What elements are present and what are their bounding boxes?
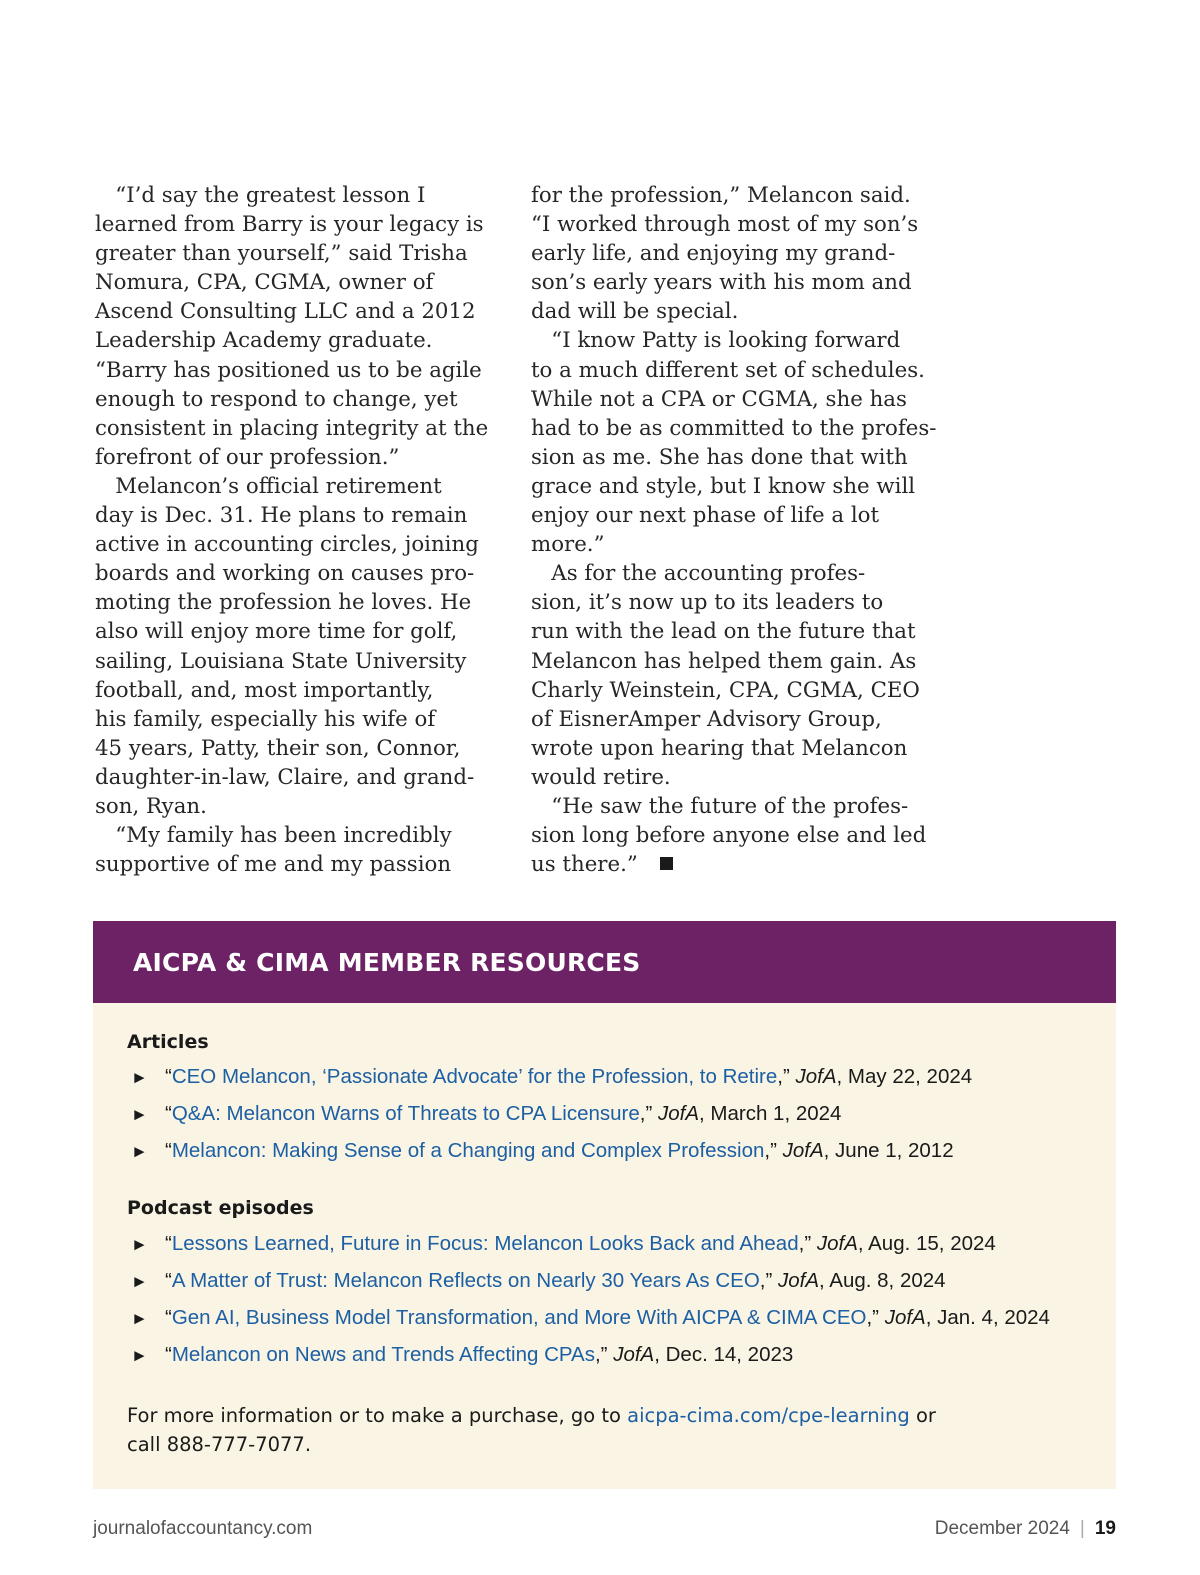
article-line: dad will be special. (531, 299, 739, 325)
footer-site: journalofaccountancy.com (93, 1518, 313, 1539)
article-line: Leadership Academy graduate. (95, 328, 433, 354)
publication-name: JofA (884, 1306, 926, 1329)
article-line: enjoy our next phase of life a lot (531, 503, 880, 529)
open-quote: “ (165, 1343, 172, 1366)
article-line: “He saw the future of the profes- (531, 793, 909, 819)
resources-title: AICPA & CIMA MEMBER RESOURCES (133, 948, 641, 977)
publication-name: JofA (782, 1139, 824, 1162)
article-line: grace and style, but I know she will (531, 473, 916, 499)
bullet-arrow-icon: ► (131, 1272, 148, 1291)
podcasts-heading: Podcast episodes (127, 1197, 314, 1219)
resources-header (93, 921, 1116, 1003)
publication-name: JofA (816, 1232, 858, 1255)
article-line: As for the accounting profes- (531, 561, 866, 587)
article-line: supportive of me and my passion (95, 852, 452, 878)
footer-separator: | (1079, 1518, 1085, 1539)
footer-page-info (935, 1518, 1116, 1540)
article-line: moting the profession he loves. He (95, 590, 472, 616)
member-resources-box (93, 921, 1116, 1489)
close-quote: ,” (777, 1065, 796, 1088)
article-line: “I know Patty is looking forward (531, 328, 901, 354)
publication-name: JofA (795, 1065, 837, 1088)
article-line: son’s early years with his mom and (531, 270, 912, 296)
article-line: also will enjoy more time for golf, (95, 619, 458, 645)
article-line: more.” (531, 532, 605, 558)
resource-link[interactable]: CEO Melancon, ‘Passionate Advocate’ for the Profession, to Retire (171, 1065, 778, 1088)
resource-list-item (131, 1139, 954, 1163)
article-line: sion long before anyone else and led (531, 823, 927, 849)
page-number: 19 (1094, 1518, 1116, 1539)
close-quote: ,” (866, 1306, 885, 1329)
articles-heading: Articles (127, 1031, 209, 1053)
open-quote: “ (165, 1269, 172, 1292)
article-line: “I’d say the greatest lesson I (95, 183, 426, 208)
article-line: boards and working on causes pro- (95, 561, 475, 587)
article-line: his family, especially his wife of (95, 706, 436, 732)
article-line: son, Ryan. (95, 793, 207, 819)
bullet-arrow-icon: ► (131, 1309, 148, 1328)
article-line: greater than yourself,” said Trisha (95, 241, 468, 267)
article-column-left (95, 181, 515, 879)
article-line: Nomura, CPA, CGMA, owner of (95, 270, 434, 296)
publication-date: , Aug. 8, 2024 (819, 1269, 946, 1292)
resource-link[interactable]: Q&A: Melancon Warns of Threats to CPA Licensure (171, 1102, 640, 1125)
article-line: football, and, most importantly, (95, 677, 434, 703)
more-info-phone: call 888-777-7077. (127, 1433, 312, 1456)
resource-link[interactable]: Melancon on News and Trends Affecting CPAs (171, 1343, 595, 1366)
article-line: learned from Barry is your legacy is (95, 212, 484, 238)
publication-date: , March 1, 2024 (699, 1102, 842, 1125)
cpe-learning-link[interactable]: aicpa-cima.com/cpe-learning (627, 1404, 910, 1427)
open-quote: “ (165, 1065, 172, 1088)
bullet-arrow-icon: ► (131, 1068, 148, 1087)
article-line: wrote upon hearing that Melancon (531, 735, 908, 761)
resource-list-item (131, 1306, 1050, 1330)
close-quote: ,” (759, 1269, 778, 1292)
resource-link[interactable]: A Matter of Trust: Melancon Reflects on Nearly 30 Years As CEO (171, 1269, 760, 1292)
publication-date: , Aug. 15, 2024 (857, 1232, 996, 1255)
resource-list-item (131, 1269, 946, 1293)
article-line: Charly Weinstein, CPA, CGMA, CEO (531, 677, 920, 703)
publication-date: , May 22, 2024 (836, 1065, 973, 1088)
open-quote: “ (165, 1232, 172, 1255)
close-quote: ,” (594, 1343, 614, 1366)
article-line: “Barry has positioned us to be agile (95, 357, 482, 383)
article-line: Melancon has helped them gain. As (531, 648, 917, 674)
close-quote: ,” (764, 1139, 783, 1162)
open-quote: “ (165, 1139, 172, 1162)
resource-list-item (131, 1343, 793, 1367)
article-line: sailing, Louisiana State University (95, 648, 467, 674)
article-line: would retire. (531, 764, 671, 790)
end-of-article-icon (660, 857, 673, 870)
article-line: sion as me. She has done that with (531, 444, 908, 470)
article-line-last (531, 850, 951, 879)
article-line: consistent in placing integrity at the (95, 415, 489, 441)
more-info-text (127, 1401, 1027, 1459)
article-line: of EisnerAmper Advisory Group, (531, 706, 882, 732)
more-info-suffix: or (909, 1404, 936, 1427)
article-line: “I worked through most of my son’s (531, 212, 919, 238)
open-quote: “ (165, 1102, 172, 1125)
bullet-arrow-icon: ► (131, 1142, 148, 1161)
close-quote: ,” (639, 1102, 658, 1125)
close-quote: ,” (798, 1232, 817, 1255)
article-line: “My family has been incredibly (95, 823, 452, 849)
more-info-prefix: For more information or to make a purchase, go to (127, 1404, 628, 1427)
article-line-text: us there.” (531, 852, 638, 878)
resource-link[interactable]: Lessons Learned, Future in Focus: Melancon Looks Back and Ahead (171, 1232, 799, 1255)
article-line: enough to respond to change, yet (95, 386, 458, 412)
footer-date: December 2024 (934, 1518, 1070, 1539)
resource-link[interactable]: Melancon: Making Sense of a Changing and Complex Profession (171, 1139, 765, 1162)
article-line: run with the lead on the future that (531, 619, 916, 645)
article-line: active in accounting circles, joining (95, 532, 479, 558)
article-line: had to be as committed to the profes- (531, 415, 937, 441)
bullet-arrow-icon: ► (131, 1235, 148, 1254)
publication-date: , June 1, 2012 (823, 1139, 954, 1162)
open-quote: “ (165, 1306, 172, 1329)
publication-name: JofA (778, 1269, 820, 1292)
resource-link[interactable]: Gen AI, Business Model Transformation, and More With AICPA & CIMA CEO (171, 1306, 867, 1329)
article-line: Melancon’s official retirement (95, 473, 442, 499)
article-column-right (531, 181, 951, 879)
article-line: forefront of our profession.” (95, 444, 400, 470)
bullet-arrow-icon: ► (131, 1105, 148, 1124)
article-line: While not a CPA or CGMA, she has (531, 386, 907, 412)
publication-name: JofA (613, 1343, 655, 1366)
article-line: to a much different set of schedules. (531, 357, 925, 383)
article-line: day is Dec. 31. He plans to remain (95, 503, 468, 529)
article-line: 45 years, Patty, their son, Connor, (95, 735, 461, 761)
publication-date: , Jan. 4, 2024 (925, 1306, 1050, 1329)
article-line: Ascend Consulting LLC and a 2012 (95, 299, 476, 325)
resource-list-item (131, 1102, 841, 1126)
article-line: for the profession,” Melancon said. (531, 183, 911, 208)
publication-date: , Dec. 14, 2023 (654, 1343, 794, 1366)
resource-list-item (131, 1065, 972, 1089)
resource-list-item (131, 1232, 996, 1256)
article-line: early life, and enjoying my grand- (531, 241, 896, 267)
publication-name: JofA (657, 1102, 699, 1125)
bullet-arrow-icon: ► (131, 1346, 148, 1365)
article-line: daughter-in-law, Claire, and grand- (95, 764, 475, 790)
article-line: sion, it’s now up to its leaders to (531, 590, 884, 616)
